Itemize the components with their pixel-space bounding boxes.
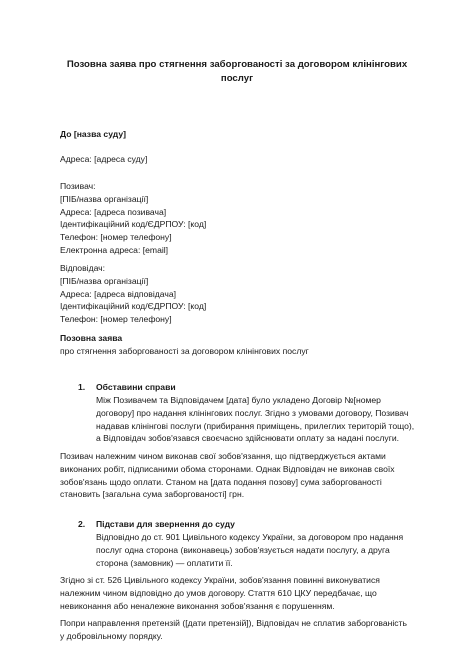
section-2-line: послуг одна сторона (виконавець) зобов'язується надати послугу, а друга xyxy=(96,544,390,555)
plaintiff-block xyxy=(60,180,414,257)
defendant-heading: Відповідач: xyxy=(60,263,106,273)
paragraph-1-line: Позивач належним чином виконав свої зобов'язання, що підтверджується актами xyxy=(60,451,386,461)
paragraph-3 xyxy=(60,617,414,643)
claim-heading: Позовна заява xyxy=(60,333,123,343)
section-1-heading: Обставини справи xyxy=(96,382,176,392)
defendant-address: Адреса: [адреса відповідача] xyxy=(60,288,177,299)
court-heading: До [назва суду] xyxy=(60,129,126,139)
section-1-line: надавав клінінгові послуги (прибирання приміщень, прилеглих територій тощо), xyxy=(96,420,415,431)
defendant-id-code: Ідентифікаційний код/ЄДРПОУ: [код] xyxy=(60,301,207,312)
paragraph-2-line: належним чином відповідно до умов договору. Стаття 610 ЦКУ передбачає, що xyxy=(60,587,377,598)
section-1-line: а Відповідач зобов'язався своєчасно здійснювати оплату за надані послуги. xyxy=(96,433,400,444)
plaintiff-name: [ПІБ/назва організації] xyxy=(60,193,149,204)
section-2-heading: Підстави для звернення до суду xyxy=(96,519,235,529)
defendant-phone: Телефон: [номер телефону] xyxy=(60,314,172,325)
paragraph-2 xyxy=(60,574,414,612)
section-1-body xyxy=(96,394,414,445)
paragraph-1-line: зобов'язань щодо оплати. Станом на [дата подання позову] сума заборгованості xyxy=(60,476,382,487)
paragraph-1 xyxy=(60,450,414,501)
title-line-2: послуг xyxy=(220,73,254,84)
paragraph-2-line: Згідно зі ст. 526 Цивільного кодексу України, зобов'язання повинні виконуватися xyxy=(60,575,380,585)
defendant-block xyxy=(60,262,414,326)
paragraph-2-line: невиконання або неналежне виконання зобов'язання є порушенням. xyxy=(60,600,335,611)
plaintiff-address: Адреса: [адреса позивача] xyxy=(60,206,167,217)
section-2-line: сторона (замовник) — оплатити її. xyxy=(96,557,233,568)
claim-subtitle: про стягнення заборгованості за договором клінінгових послуг xyxy=(60,346,309,356)
section-2-number: 2. xyxy=(78,519,86,529)
defendant-name: [ПІБ/назва організації] xyxy=(60,275,149,286)
paragraph-1-line: становить [загальна сума заборгованості] грн. xyxy=(60,489,245,500)
section-1-line: Між Позивачем та Відповідачем [дата] було укладено Договір №[номер xyxy=(96,395,381,405)
section-2-body xyxy=(96,531,414,569)
plaintiff-phone: Телефон: [номер телефону] xyxy=(60,232,172,243)
plaintiff-id-code: Ідентифікаційний код/ЄДРПОУ: [код] xyxy=(60,219,207,230)
section-1-line: договору] про надання клінінгових послуг. Згідно з умовами договору, Позивач xyxy=(96,407,409,418)
court-address: Адреса: [адреса суду] xyxy=(60,154,148,164)
paragraph-1-line: виконаних робіт, підписаними обома сторонами. Однак Відповідач не виконав своїх xyxy=(60,463,395,474)
plaintiff-email: Електронна адреса: [email] xyxy=(60,244,169,255)
paragraph-3-line: Попри направлення претензій ([дати претензій]), Відповідач не сплатив заборгованість xyxy=(60,618,408,628)
section-1-number: 1. xyxy=(78,382,86,392)
document-title xyxy=(60,58,414,86)
paragraph-3-line: у добровільному порядку. xyxy=(60,630,163,641)
plaintiff-heading: Позивач: xyxy=(60,181,96,191)
section-2-line: Відповідно до ст. 901 Цивільного кодексу України, за договором про надання xyxy=(96,532,404,542)
title-line-1: Позовна заява про стягнення заборгованості за договором клінінгових xyxy=(66,59,408,70)
